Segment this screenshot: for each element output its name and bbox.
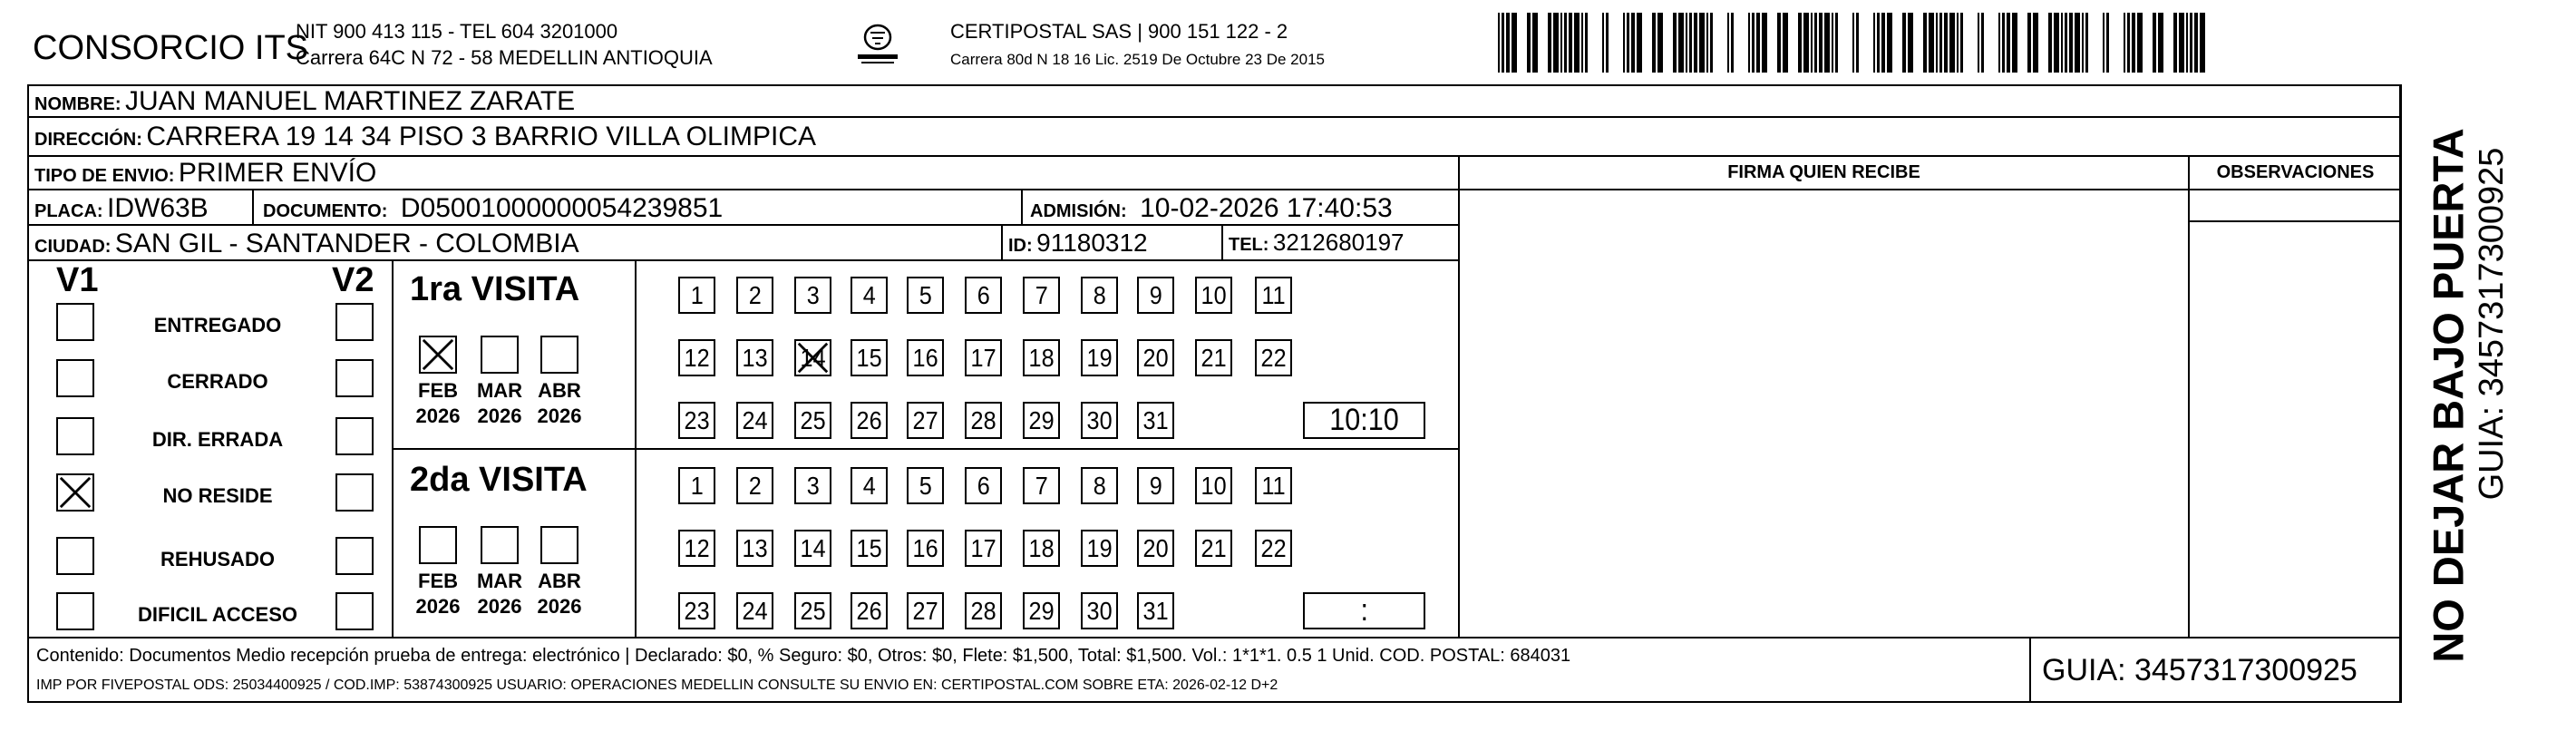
direccion-value: CARRERA 19 14 34 PISO 3 BARRIO VILLA OLIMPICA (146, 122, 816, 151)
day-number: 9 (1149, 280, 1162, 309)
day-box[interactable] (678, 339, 715, 376)
day-box[interactable] (1195, 530, 1232, 567)
day-box[interactable] (678, 277, 715, 314)
row-line (2188, 220, 2401, 222)
day-number: 11 (1261, 471, 1286, 500)
day-box[interactable] (1081, 530, 1118, 567)
status-label: CERRADO (167, 370, 268, 393)
status-label: DIR. ERRADA (151, 428, 284, 451)
day-box[interactable] (794, 467, 831, 504)
time-value: 10:10 (1329, 403, 1399, 437)
day-number: 2 (748, 280, 762, 309)
day-number: 25 (800, 405, 826, 434)
day-number: 7 (1035, 471, 1048, 500)
status-label: NO RESIDE (162, 484, 273, 507)
v2-checkbox[interactable] (335, 303, 374, 341)
row-line (27, 637, 2401, 638)
firma-header: FIRMA QUIEN RECIBE (1727, 162, 1920, 182)
ciudad-label: CIUDAD: (34, 237, 112, 257)
day-number: 4 (862, 471, 876, 500)
placa-label: PLACA: (34, 201, 103, 221)
day-box[interactable] (1255, 277, 1292, 314)
direccion-field (34, 123, 816, 151)
tipo-envio-label: TIPO DE ENVIO: (34, 166, 175, 186)
day-box[interactable] (794, 277, 831, 314)
month-checkbox[interactable] (540, 336, 578, 374)
day-box[interactable] (1137, 467, 1174, 504)
id-value: 91180312 (1036, 229, 1148, 257)
day-number: 21 (1201, 533, 1227, 562)
month-label: ABR (538, 570, 581, 592)
admision-label: ADMISIÓN: (1030, 201, 1127, 221)
day-box[interactable] (678, 530, 715, 567)
placa-value: IDW63B (107, 193, 209, 223)
day-box[interactable] (851, 592, 888, 629)
day-box[interactable] (965, 467, 1002, 504)
day-box[interactable] (1137, 592, 1174, 629)
v1-checkbox[interactable] (56, 303, 94, 341)
ciudad-field (34, 230, 579, 258)
day-number: 12 (684, 533, 710, 562)
day-box[interactable] (965, 402, 1002, 439)
day-box[interactable] (1081, 339, 1118, 376)
day-number: 17 (970, 533, 996, 562)
day-box[interactable] (1023, 530, 1060, 567)
cell-divider (1221, 226, 1223, 259)
day-number: 26 (856, 596, 882, 625)
day-number: 31 (1142, 405, 1169, 434)
day-number: 19 (1086, 533, 1113, 562)
day-box[interactable] (851, 530, 888, 567)
day-number: 15 (856, 343, 882, 372)
day-number: 8 (1093, 471, 1106, 500)
certipostal-address: Carrera 80d N 18 16 Lic. 2519 De Octubre 23 De 2015 (950, 51, 1325, 68)
documento-value: D05001000000054239851 (400, 193, 724, 223)
month-checkbox[interactable] (481, 336, 519, 374)
day-box[interactable] (965, 592, 1002, 629)
tipo-envio-field (34, 160, 376, 187)
day-box[interactable] (907, 530, 944, 567)
day-number: 16 (912, 533, 938, 562)
v1-checkbox[interactable] (56, 537, 94, 575)
day-box[interactable] (1137, 277, 1174, 314)
status-label: REHUSADO (160, 548, 275, 570)
month-label: MAR (476, 570, 523, 592)
day-number: 25 (800, 596, 826, 625)
day-number: 1 (690, 280, 704, 309)
id-label: ID: (1008, 236, 1033, 256)
row-line (27, 116, 2401, 118)
day-number: 28 (970, 596, 996, 625)
day-box[interactable] (1137, 402, 1174, 439)
day-number: 19 (1086, 343, 1113, 372)
certipostal-logo (852, 22, 903, 69)
nombre-label: NOMBRE: (34, 94, 122, 114)
day-number: 3 (806, 471, 820, 500)
day-box[interactable] (678, 592, 715, 629)
day-number: 29 (1028, 405, 1055, 434)
certipostal-name: CERTIPOSTAL SAS | 900 151 122 - 2 (950, 20, 1288, 43)
month-year: 2026 (477, 404, 522, 427)
day-number: 10 (1201, 280, 1227, 309)
day-number: 27 (912, 596, 938, 625)
day-box[interactable] (794, 530, 831, 567)
cell-divider (252, 190, 254, 224)
day-box[interactable] (907, 339, 944, 376)
day-box[interactable] (1195, 339, 1232, 376)
tel-value: 3212680197 (1272, 229, 1405, 256)
day-number: 20 (1142, 533, 1169, 562)
day-box[interactable] (794, 592, 831, 629)
month-checkbox[interactable] (419, 336, 457, 374)
month-checkbox[interactable] (540, 526, 578, 564)
day-box[interactable] (1023, 339, 1060, 376)
no-dejar-bajo-puerta: NO DEJAR BAJO PUERTA (2424, 128, 2473, 663)
time-value: : (1360, 593, 1368, 628)
day-box[interactable] (736, 339, 773, 376)
nombre-field (34, 88, 575, 115)
day-box[interactable] (794, 339, 831, 376)
barcode (1498, 13, 2205, 73)
row-line (27, 155, 2401, 157)
day-box[interactable] (1081, 402, 1118, 439)
v1-checkbox[interactable] (56, 359, 94, 397)
observaciones-area[interactable] (2192, 223, 2399, 635)
company-nit: NIT 900 413 115 - TEL 604 3201000 (296, 20, 618, 43)
observaciones-divider (2188, 155, 2190, 637)
day-box[interactable] (1023, 277, 1060, 314)
day-box[interactable] (736, 277, 773, 314)
placa-field (34, 195, 209, 222)
day-number: 22 (1260, 343, 1287, 372)
month-label: ABR (538, 379, 581, 402)
day-box[interactable] (1023, 402, 1060, 439)
month-year: 2026 (537, 595, 582, 618)
day-box[interactable] (1023, 467, 1060, 504)
day-number: 13 (742, 343, 768, 372)
day-box[interactable] (1255, 339, 1292, 376)
footer-guia-divider (2029, 637, 2031, 703)
day-number: 10 (1201, 471, 1227, 500)
documento-label: DOCUMENTO: (263, 201, 388, 221)
v2-checkbox[interactable] (335, 359, 374, 397)
day-number: 16 (912, 343, 938, 372)
day-number: 24 (742, 596, 768, 625)
month-label: FEB (418, 379, 458, 402)
v1-checkbox[interactable] (56, 417, 94, 455)
admision-field (1030, 195, 1393, 222)
day-number: 23 (684, 405, 710, 434)
day-number: 7 (1035, 280, 1048, 309)
status-label: ENTREGADO (153, 314, 282, 336)
month-year: 2026 (477, 595, 522, 618)
day-number: 28 (970, 405, 996, 434)
day-number: 18 (1028, 343, 1055, 372)
day-box[interactable] (736, 592, 773, 629)
day-box[interactable] (907, 277, 944, 314)
visit-divider (392, 448, 1458, 450)
day-number: 4 (862, 280, 876, 309)
day-number: 20 (1142, 343, 1169, 372)
month-year: 2026 (415, 404, 461, 427)
v1-checkbox[interactable] (56, 592, 94, 630)
day-number: 9 (1149, 471, 1162, 500)
day-number: 6 (977, 471, 990, 500)
nombre-value: JUAN MANUEL MARTINEZ ZARATE (125, 86, 576, 116)
footer-content: Contenido: Documentos Medio recepción prueba de entrega: electrónico | Declarado: $0, % Seguro: $0, Otros: $0, Flete: $1,500, Total: $1,500. Vol.: 1*1*1. 0.5 1 Unid. COD. POSTAL: 684031 (36, 646, 1571, 666)
day-number: 8 (1093, 280, 1106, 309)
row-line (27, 224, 1460, 226)
visit-title: 1ra VISITA (410, 270, 580, 308)
time-box[interactable] (1303, 402, 1425, 439)
day-number: 27 (912, 405, 938, 434)
visit-title: 2da VISITA (410, 461, 588, 499)
day-box[interactable] (736, 530, 773, 567)
cell-divider (1001, 226, 1003, 259)
day-box[interactable] (965, 339, 1002, 376)
day-box[interactable] (1255, 530, 1292, 567)
day-number: 12 (684, 343, 710, 372)
documento-field (263, 195, 723, 222)
day-box[interactable] (851, 277, 888, 314)
day-box[interactable] (851, 402, 888, 439)
tel-field (1229, 230, 1405, 254)
day-box[interactable] (794, 402, 831, 439)
month-year: 2026 (415, 595, 461, 618)
day-box[interactable] (678, 467, 715, 504)
day-number: 30 (1086, 405, 1113, 434)
day-number: 5 (919, 280, 932, 309)
day-number: 1 (690, 471, 704, 500)
day-box[interactable] (1255, 467, 1292, 504)
v2-checkbox[interactable] (335, 592, 374, 630)
months-days-divider (635, 259, 637, 637)
day-number: 30 (1086, 596, 1113, 625)
month-label: FEB (418, 570, 458, 592)
day-number: 29 (1028, 596, 1055, 625)
observaciones-header: OBSERVACIONES (2216, 162, 2375, 182)
day-number: 13 (742, 533, 768, 562)
day-number: 14 (800, 533, 826, 562)
day-number: 22 (1260, 533, 1287, 562)
day-number: 15 (856, 533, 882, 562)
day-number: 31 (1142, 596, 1169, 625)
day-box[interactable] (1195, 277, 1232, 314)
day-box[interactable] (1195, 467, 1232, 504)
day-number: 23 (684, 596, 710, 625)
tipo-envio-value: PRIMER ENVÍO (178, 158, 377, 188)
admision-value: 10-02-2026 17:40:53 (1140, 193, 1393, 223)
day-number: 5 (919, 471, 932, 500)
day-box[interactable] (965, 277, 1002, 314)
day-box[interactable] (1081, 277, 1118, 314)
company-name: CONSORCIO ITS (33, 29, 309, 67)
day-number: 11 (1261, 280, 1286, 309)
time-box[interactable] (1303, 592, 1425, 629)
tel-label: TEL: (1229, 235, 1269, 255)
day-number: 18 (1028, 533, 1055, 562)
v1-header: V1 (56, 261, 99, 299)
month-year: 2026 (537, 404, 582, 427)
v2-checkbox[interactable] (335, 537, 374, 575)
cell-divider (1021, 190, 1023, 224)
row-line (27, 259, 1460, 261)
day-number: 14 (800, 343, 826, 372)
day-box[interactable] (965, 530, 1002, 567)
day-number: 21 (1201, 343, 1227, 372)
v2-checkbox[interactable] (335, 473, 374, 512)
footer-imp: IMP POR FIVEPOSTAL ODS: 25034400925 / COD.IMP: 53874300925 USUARIO: OPERACIONES MEDELLIN CONSULTE SU ENVIO EN: CERTIPOSTAL.COM SOBRE ETA: 2026-02-12 D+2 (36, 677, 1278, 693)
day-number: 26 (856, 405, 882, 434)
month-checkbox[interactable] (481, 526, 519, 564)
day-box[interactable] (736, 467, 773, 504)
ciudad-value: SAN GIL - SANTANDER - COLOMBIA (114, 229, 579, 258)
direccion-label: DIRECCIÓN: (34, 130, 142, 150)
footer-guia: GUIA: 3457317300925 (2042, 653, 2357, 687)
day-number: 3 (806, 280, 820, 309)
month-label: MAR (476, 379, 523, 402)
day-box[interactable] (736, 402, 773, 439)
day-number: 6 (977, 280, 990, 309)
day-box[interactable] (1081, 467, 1118, 504)
day-number: 24 (742, 405, 768, 434)
v2-header: V2 (332, 261, 374, 299)
day-box[interactable] (1081, 592, 1118, 629)
day-box[interactable] (851, 339, 888, 376)
day-box[interactable] (851, 467, 888, 504)
company-address: Carrera 64C N 72 - 58 MEDELLIN ANTIOQUIA (296, 46, 713, 69)
v1-checkbox[interactable] (56, 473, 94, 512)
day-box[interactable] (1137, 339, 1174, 376)
side-guia: GUIA: 3457317300925 (2473, 147, 2511, 501)
day-box[interactable] (1137, 530, 1174, 567)
day-box[interactable] (1023, 592, 1060, 629)
day-box[interactable] (678, 402, 715, 439)
signature-area[interactable] (1462, 190, 2186, 635)
day-box[interactable] (907, 592, 944, 629)
id-field (1008, 230, 1148, 256)
day-number: 2 (748, 471, 762, 500)
day-box[interactable] (907, 467, 944, 504)
signature-divider (1458, 155, 1460, 637)
status-label: DIFICIL ACCESO (137, 603, 297, 626)
month-checkbox[interactable] (419, 526, 457, 564)
v2-checkbox[interactable] (335, 417, 374, 455)
day-number: 17 (970, 343, 996, 372)
day-box[interactable] (907, 402, 944, 439)
